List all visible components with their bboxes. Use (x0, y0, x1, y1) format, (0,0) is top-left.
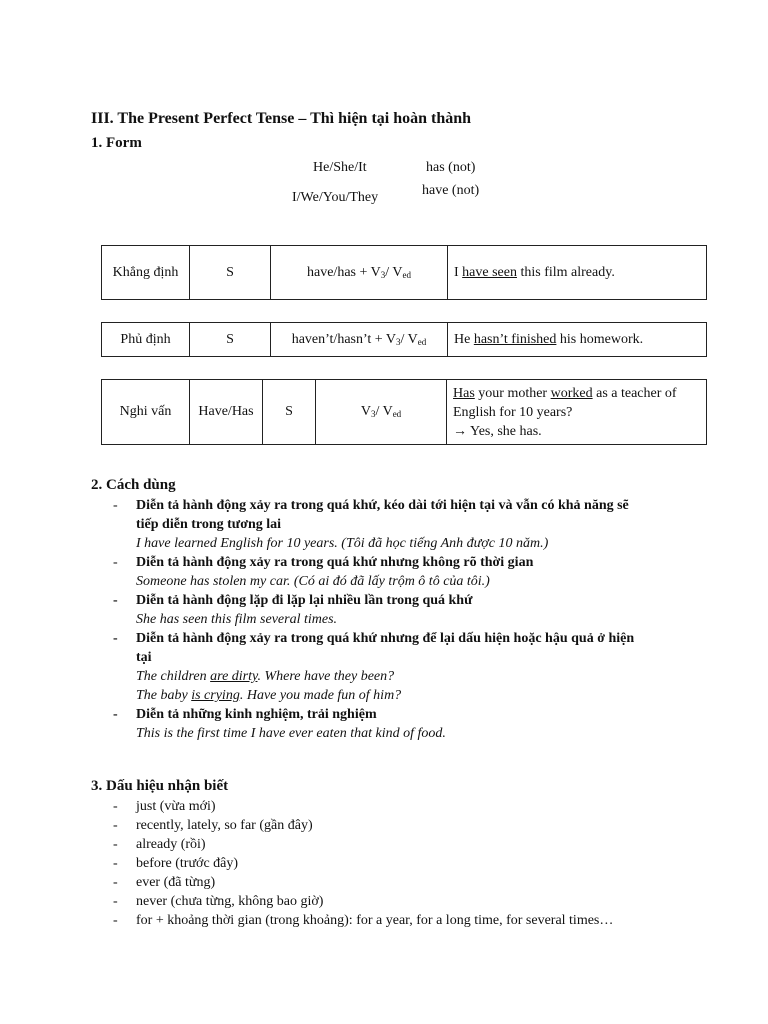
negative-label: Phủ định (102, 323, 190, 357)
usage-item: - Diễn tả hành động xảy ra trong quá khứ, kéo dài tới hiện tại và vẫn có khả năng sẽ tiếp diễn trong tương lai I have learned English for 10 years. (Tôi đã học tiếng Anh được 10 năm.) (113, 498, 629, 551)
usage-item: - Diễn tả hành động lặp đi lặp lại nhiều lần trong quá khứ She has seen this film several times. (113, 593, 473, 627)
sign-item: - already (rồi) (113, 837, 206, 852)
section-signs-heading: 3. Dấu hiệu nhận biết (91, 778, 229, 794)
signs-list (91, 797, 731, 930)
question-table (101, 379, 707, 445)
formula-subject-2: I/We/You/They (292, 190, 379, 205)
question-label: Nghi vấn (102, 380, 190, 445)
affirmative-subject: S (190, 246, 271, 300)
sign-item: - ever (đã từng) (113, 875, 216, 890)
affirmative-example: I have seen this film already. (448, 246, 707, 300)
affirmative-structure: have/has + $V_3/$ $V_{ed}$ (271, 246, 448, 300)
usage-item: - Diễn tả hành động xảy ra trong quá khứ nhưng để lại dấu hiện hoặc hậu quả ở hiện tại The children are dirty. Where have they been? The baby is crying. Have you made fun of him? (113, 631, 635, 703)
page-title: III. The Present Perfect Tense – Thì hiện tại hoàn thành (91, 110, 472, 127)
question-subject: S (263, 380, 316, 445)
usage-list (91, 496, 731, 743)
sign-item: - never (chưa từng, không bao giờ) (113, 894, 324, 909)
sign-item: - recently, lately, so far (gần đây) (113, 818, 313, 833)
affirmative-table (101, 245, 707, 300)
section-form-heading: 1. Form (91, 135, 142, 151)
formula-aux-2: have (not) (422, 183, 480, 198)
question-aux: Have/Has (190, 380, 263, 445)
question-example: Has your mother worked as a teacher of English for 10 years? → Yes, she has. (447, 380, 707, 445)
formula-aux-1: has (not) (426, 160, 476, 175)
sign-item: - just (vừa mới) (113, 799, 216, 814)
negative-structure: haven’t/hasn’t + $V_3/$ $V_{ed}$ (271, 323, 448, 357)
section-usage-heading: 2. Cách dùng (91, 477, 176, 493)
question-structure: $V_3/$ $V_{ed}$ (316, 380, 447, 445)
negative-example: He hasn’t finished his homework. (448, 323, 707, 357)
sign-item: - before (trước đây) (113, 856, 239, 871)
negative-subject: S (190, 323, 271, 357)
usage-item: - Diễn tả hành động xảy ra trong quá khứ nhưng không rõ thời gian Someone has stolen my car. (Có ai đó đã lấy trộm ô tô của tôi.) (113, 555, 534, 589)
negative-table (101, 322, 707, 357)
sign-item: - for + khoảng thời gian (trong khoảng): for a year, for a long time, for several times… (113, 913, 614, 928)
usage-item: - Diễn tả những kinh nghiệm, trải nghiệm This is the first time I have ever eaten that kind of food. (113, 707, 446, 741)
affirmative-label: Khẳng định (102, 246, 190, 300)
formula-subject-1: He/She/It (313, 160, 367, 175)
